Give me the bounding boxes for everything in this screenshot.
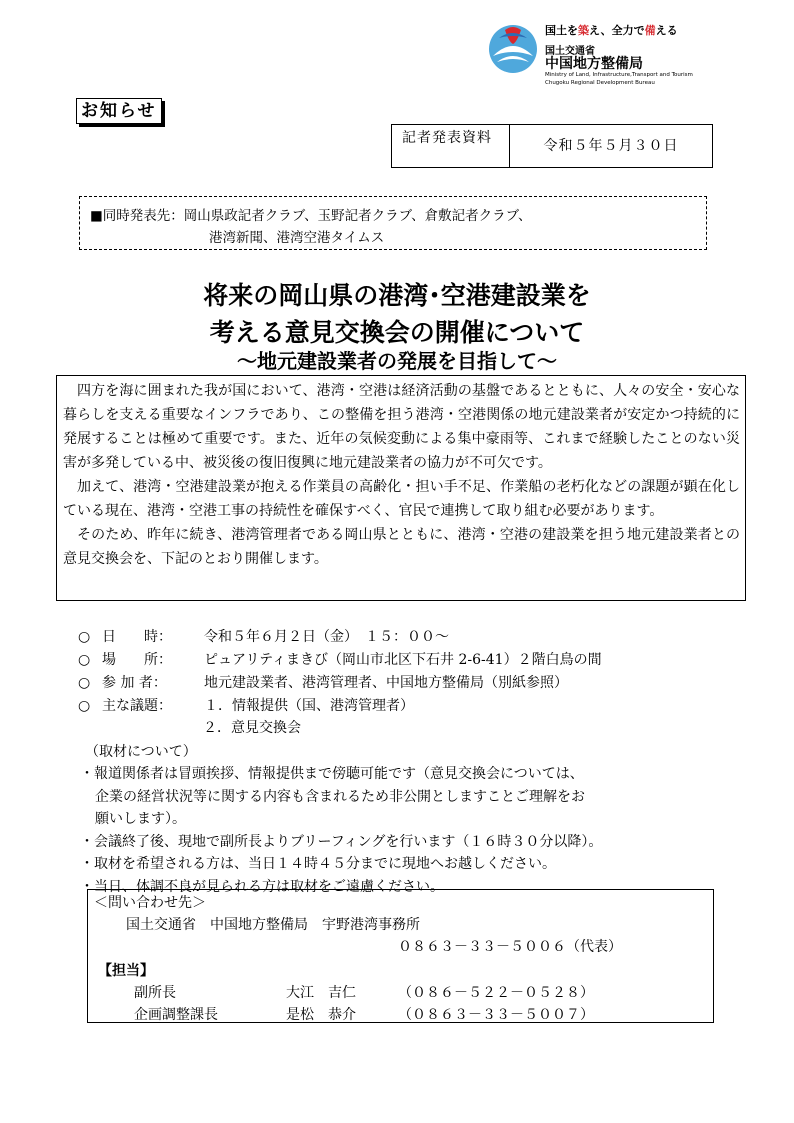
- press-release-label: 記者発表資料: [392, 125, 510, 167]
- detail-agenda-2: ２．意見交換会: [203, 720, 301, 736]
- title-line-1: 将来の岡山県の港湾･空港建設業を: [203, 281, 591, 310]
- contact-title: ＜問い合わせ先＞: [94, 895, 206, 911]
- press-note-bullet-1: ・報道関係者は冒頭挨拶、情報提供まで傍聴可能です（意見交換会については、: [80, 766, 584, 782]
- logo-ministry: 国土交通省: [545, 46, 595, 57]
- notice-label: お知らせ: [76, 98, 162, 124]
- summary-paragraph-1: 四方を海に囲まれた我が国において、港湾・空港は経済活動の基盤であるとともに、人々の安全・安心な暮らしを支える重要なインフラであり、この整備を担う港湾・空港関係の地元建設業者が安定かつ持続的に発展することは極めて重要です。また、近年の気候変動による集中豪雨等、これまで経験したことのない災害が多発している中、被災後の復旧復興に地元建設業者の協力が不可欠です。: [63, 383, 740, 471]
- contact-role: 企画調整課長: [134, 1007, 218, 1023]
- title-line-2: 考える意見交換会の開催について: [209, 318, 585, 347]
- contact-box: [87, 889, 714, 1023]
- detail-datetime: ○ 日 時： 令和５年６月２日（金） １５：００～: [78, 629, 449, 645]
- logo-slogan: 国土を築え、全力で備える: [545, 24, 678, 37]
- press-note-bullet-2: ・会議終了後、現地で副所長よりブリーフィングを行います（１６時３０分以降）。: [80, 834, 603, 850]
- logo-bureau: 中国地方整備局: [545, 56, 643, 72]
- bureau-emblem-icon: [487, 22, 539, 74]
- summary-box: [56, 375, 746, 601]
- bureau-logo: [487, 22, 747, 90]
- logo-english-2: Chugoku Regional Development Bureau: [545, 80, 655, 86]
- contact-main-phone: ０８６３－３３－５００６（代表）: [398, 939, 622, 955]
- contact-organization: 国土交通省 中国地方整備局 宇野港湾事務所: [126, 917, 420, 933]
- simultaneous-line-2: 港湾新聞、港湾空港タイムス: [209, 230, 385, 246]
- press-note-bullet-4: ・当日、体調不良が見られる方は取材をご遠慮ください。: [80, 879, 444, 895]
- press-note-bullet-3: ・取材を希望される方は、当日１４時４５分までに現地へお越しください。: [80, 856, 556, 872]
- contact-name: 是松 恭介: [286, 1007, 356, 1023]
- detail-agenda: ○ 主な議題： １．情報提供（国、港湾管理者）: [78, 698, 414, 714]
- press-release-date: 令和５年５月３０日: [543, 138, 679, 154]
- press-note-bullet-1-cont: 企業の経営状況等に関する内容も含まれるため非公開としますことご理解をお: [95, 789, 585, 805]
- logo-english-1: Ministry of Land, Infrastructure,Transport and Tourism: [545, 72, 693, 78]
- contact-person-heading: 【担当】: [98, 963, 154, 979]
- simultaneous-release-box: [79, 196, 707, 250]
- detail-participants: ○ 参 加 者： 地元建設業者、港湾管理者、中国地方整備局（別紙参照）: [78, 675, 568, 691]
- press-release-box: [391, 124, 713, 168]
- simultaneous-line-1: ■同時発表先：岡山県政記者クラブ、玉野記者クラブ、倉敷記者クラブ、: [90, 208, 532, 224]
- summary-paragraph-3: そのため、昨年に続き、港湾管理者である岡山県とともに、港湾・空港の建設業を担う地元建設業者との意見交換会を、下記のとおり開催します。: [63, 527, 740, 567]
- subtitle: ～地元建設業者の発展を目指して～: [237, 349, 557, 373]
- contact-role: 副所長: [134, 985, 176, 1001]
- contact-phone: （０８６３－３３－５００７）: [398, 1007, 594, 1023]
- press-note-bullet-1-cont-2: 願いします）。: [95, 811, 186, 827]
- contact-phone: （０８６－５２２－０５２８）: [398, 985, 594, 1001]
- summary-paragraph-2: 加えて、港湾・空港建設業が抱える作業員の高齢化・担い手不足、作業船の老朽化などの課題が顕在化している現在、港湾・空港工事の持続性を確保すべく、官民で連携して取り組む必要があります。: [63, 479, 740, 519]
- detail-venue: ○ 場 所： ピュアリティまきび（岡山市北区下石井 2-6-41）２階白鳥の間: [78, 652, 602, 668]
- contact-name: 大江 吉仁: [286, 985, 356, 1001]
- press-note-heading: （取材について）: [85, 744, 197, 760]
